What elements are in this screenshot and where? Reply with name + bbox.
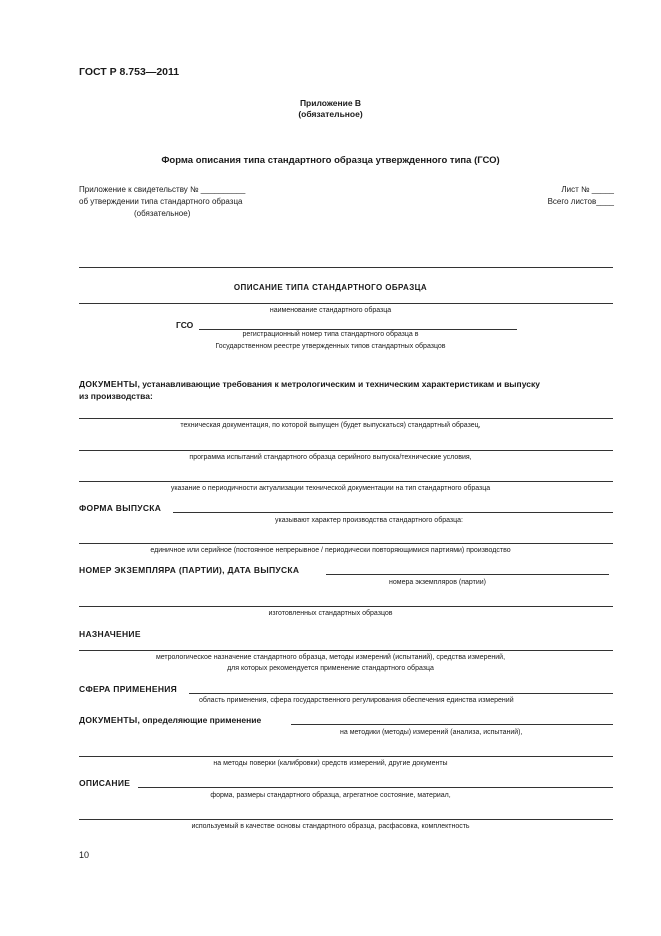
description-label: ОПИСАНИЕ bbox=[79, 778, 131, 788]
documents-paragraph-line-2: из производства: bbox=[79, 391, 153, 401]
usage-documents-lead: ДОКУМЕНТЫ bbox=[79, 715, 138, 725]
blank-line bbox=[79, 756, 613, 757]
documents-caption-1: техническая документация, по которой выпущен (будет выпускаться) стандартный образец, bbox=[180, 422, 481, 429]
blank-line bbox=[79, 543, 613, 544]
description-line bbox=[138, 787, 613, 788]
usage-documents-text: , определяющие применение bbox=[137, 715, 262, 725]
documents-lead: ДОКУМЕНТЫ bbox=[79, 379, 138, 389]
description-caption-2: используемый в качестве основы стандартного образца, расфасовка, комплектность bbox=[191, 823, 470, 830]
total-sheets: Всего листов____ bbox=[547, 197, 614, 206]
appendix-type: (обязательное) bbox=[298, 109, 363, 119]
attachment-line-3: (обязательное) bbox=[134, 209, 191, 218]
release-form-caption-2: единичное или серийное (постоянное непрерывное / периодически повторяющимися партиями) производство bbox=[150, 547, 511, 554]
blank-line bbox=[79, 450, 613, 451]
documents-paragraph-line-1 bbox=[79, 379, 540, 389]
documents-caption-3: указание о периодичности актуализации технической документации на тип стандартного образца bbox=[170, 485, 491, 492]
purpose-caption-2: для которых рекомендуется применение стандартного образца bbox=[227, 665, 434, 672]
gso-number-line bbox=[199, 329, 517, 330]
form-title: Форма описания типа стандартного образца утвержденного типа (ГСО) bbox=[161, 155, 500, 166]
usage-documents-caption-1: на методики (методы) измерений (анализа, испытаний), bbox=[340, 729, 523, 736]
blank-line bbox=[79, 650, 613, 651]
scope-label: СФЕРА ПРИМЕНЕНИЯ bbox=[79, 684, 178, 694]
documents-text: , устанавливающие требования к метрологическим и техническим характеристикам и выпуску bbox=[137, 379, 540, 389]
attachment-line-2: об утверждении типа стандартного образца bbox=[79, 197, 243, 206]
instance-line bbox=[326, 574, 609, 575]
sheet-number: Лист № _____ bbox=[561, 185, 614, 194]
gso-caption-1: регистрационный номер типа стандартного образца в bbox=[242, 331, 419, 338]
blank-line bbox=[79, 267, 613, 268]
release-form-label: ФОРМА ВЫПУСКА bbox=[79, 503, 162, 513]
document-code: ГОСТ Р 8.753—2011 bbox=[79, 66, 180, 78]
description-heading: ОПИСАНИЕ ТИПА СТАНДАРТНОГО ОБРАЗЦА bbox=[233, 283, 428, 292]
name-caption: наименование стандартного образца bbox=[269, 307, 392, 314]
instance-caption-1: номера экземпляров (партии) bbox=[389, 579, 486, 586]
appendix-label: Приложение В bbox=[299, 98, 362, 108]
description-caption-1: форма, размеры стандартного образца, агрегатное состояние, материал, bbox=[210, 792, 451, 799]
usage-documents-caption-2: на методы поверки (калибровки) средств измерений, другие документы bbox=[213, 760, 448, 767]
blank-line bbox=[79, 819, 613, 820]
release-form-line bbox=[173, 512, 613, 513]
purpose-label: НАЗНАЧЕНИЕ bbox=[79, 629, 141, 639]
attachment-line-1: Приложение к свидетельству № __________ bbox=[79, 185, 246, 194]
usage-documents-line bbox=[291, 724, 613, 725]
purpose-caption-1: метрологическое назначение стандартного образца, методы измерений (испытаний), средства измерений, bbox=[155, 654, 506, 661]
blank-line bbox=[79, 606, 613, 607]
scope-line bbox=[189, 693, 613, 694]
gso-caption-2: Государственном реестре утвержденных типов стандартных образцов bbox=[215, 343, 446, 350]
documents-caption-2: программа испытаний стандартного образца серийного выпуска/технические условия, bbox=[189, 454, 472, 461]
name-field-line bbox=[79, 303, 613, 304]
blank-line bbox=[79, 418, 613, 419]
usage-documents-label bbox=[79, 715, 261, 725]
instance-label: НОМЕР ЭКЗЕМПЛЯРА (ПАРТИИ), ДАТА ВЫПУСКА bbox=[79, 565, 300, 575]
scope-caption: область применения, сфера государственного регулирования обеспечения единства измерений bbox=[199, 697, 514, 704]
page-number: 10 bbox=[79, 850, 90, 860]
blank-line bbox=[79, 481, 613, 482]
release-form-caption-1: указывают характер производства стандартного образца: bbox=[275, 517, 463, 524]
instance-caption-2: изготовленных стандартных образцов bbox=[268, 610, 393, 617]
gso-label: ГСО bbox=[176, 320, 194, 330]
